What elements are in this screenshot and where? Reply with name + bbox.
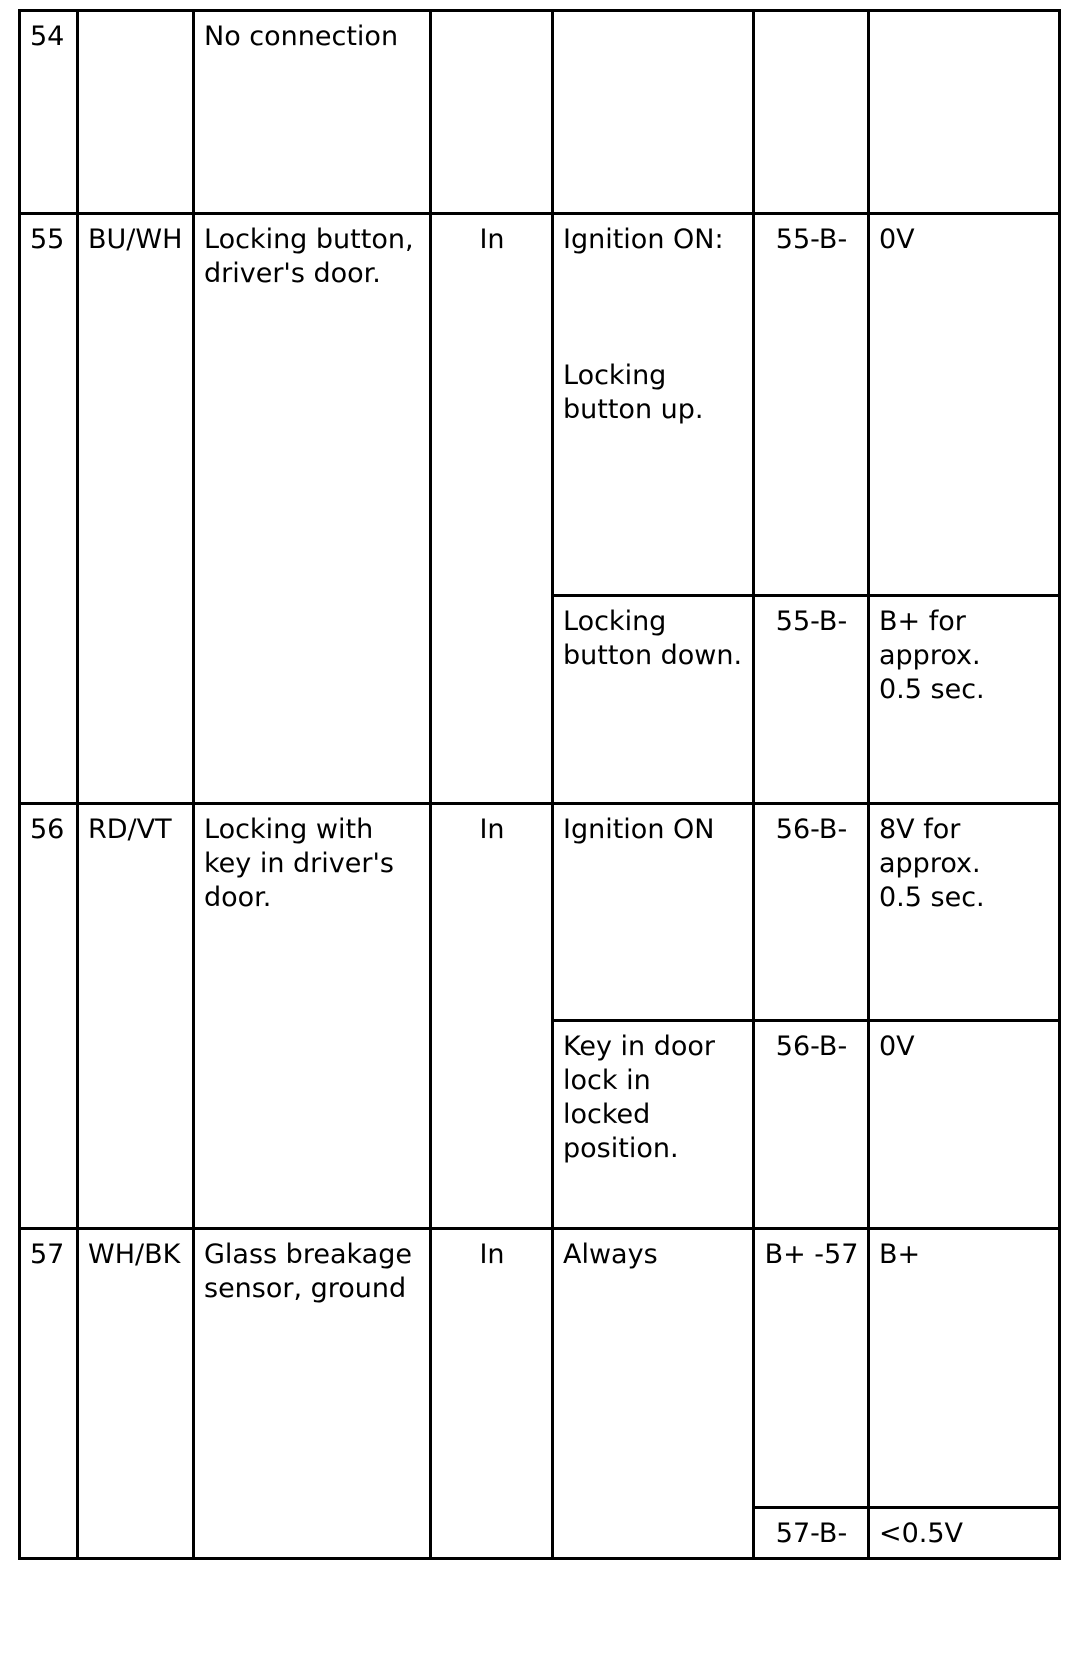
pin-description: Locking button, driver's door. — [194, 214, 431, 804]
wire-color — [78, 11, 194, 214]
nominal-value: <0.5V — [869, 1508, 1060, 1559]
wire-color: RD/VT — [78, 804, 194, 1229]
measure-point: 57-B- — [754, 1508, 869, 1559]
nominal-value: B+ for approx. 0.5 sec. — [869, 596, 1060, 804]
test-condition: Ignition ON: Locking button up. — [553, 214, 754, 596]
nominal-value: 0V — [869, 1021, 1060, 1229]
signal-direction: In — [431, 214, 553, 804]
nominal-value — [869, 11, 1060, 214]
wire-color: BU/WH — [78, 214, 194, 804]
table-row — [20, 11, 1060, 214]
pin-number: 56 — [20, 804, 78, 1229]
wire-color: WH/BK — [78, 1229, 194, 1559]
measure-point: 56-B- — [754, 804, 869, 1021]
pin-description: Locking with key in driver's door. — [194, 804, 431, 1229]
nominal-value: B+ — [869, 1229, 1060, 1508]
pin-number: 54 — [20, 11, 78, 214]
table-row — [20, 804, 1060, 1021]
test-condition: Locking button down. — [553, 596, 754, 804]
pin-description: Glass breakage sensor, ground — [194, 1229, 431, 1559]
signal-direction: In — [431, 1229, 553, 1559]
pin-number: 57 — [20, 1229, 78, 1559]
pin-number: 55 — [20, 214, 78, 804]
signal-direction: In — [431, 804, 553, 1229]
test-condition: Always — [553, 1229, 754, 1559]
signal-direction — [431, 11, 553, 214]
table-row — [20, 1229, 1060, 1508]
nominal-value: 0V — [869, 214, 1060, 596]
measure-point: 56-B- — [754, 1021, 869, 1229]
measure-point: B+ -57 — [754, 1229, 869, 1508]
nominal-value: 8V for approx. 0.5 sec. — [869, 804, 1060, 1021]
test-condition: Ignition ON — [553, 804, 754, 1021]
test-condition — [553, 11, 754, 214]
measure-point: 55-B- — [754, 214, 869, 596]
measure-point — [754, 11, 869, 214]
pinout-table — [18, 9, 1061, 1560]
pin-description: No connection — [194, 11, 431, 214]
measure-point: 55-B- — [754, 596, 869, 804]
table-row — [20, 214, 1060, 596]
test-condition: Key in door lock in locked position. — [553, 1021, 754, 1229]
